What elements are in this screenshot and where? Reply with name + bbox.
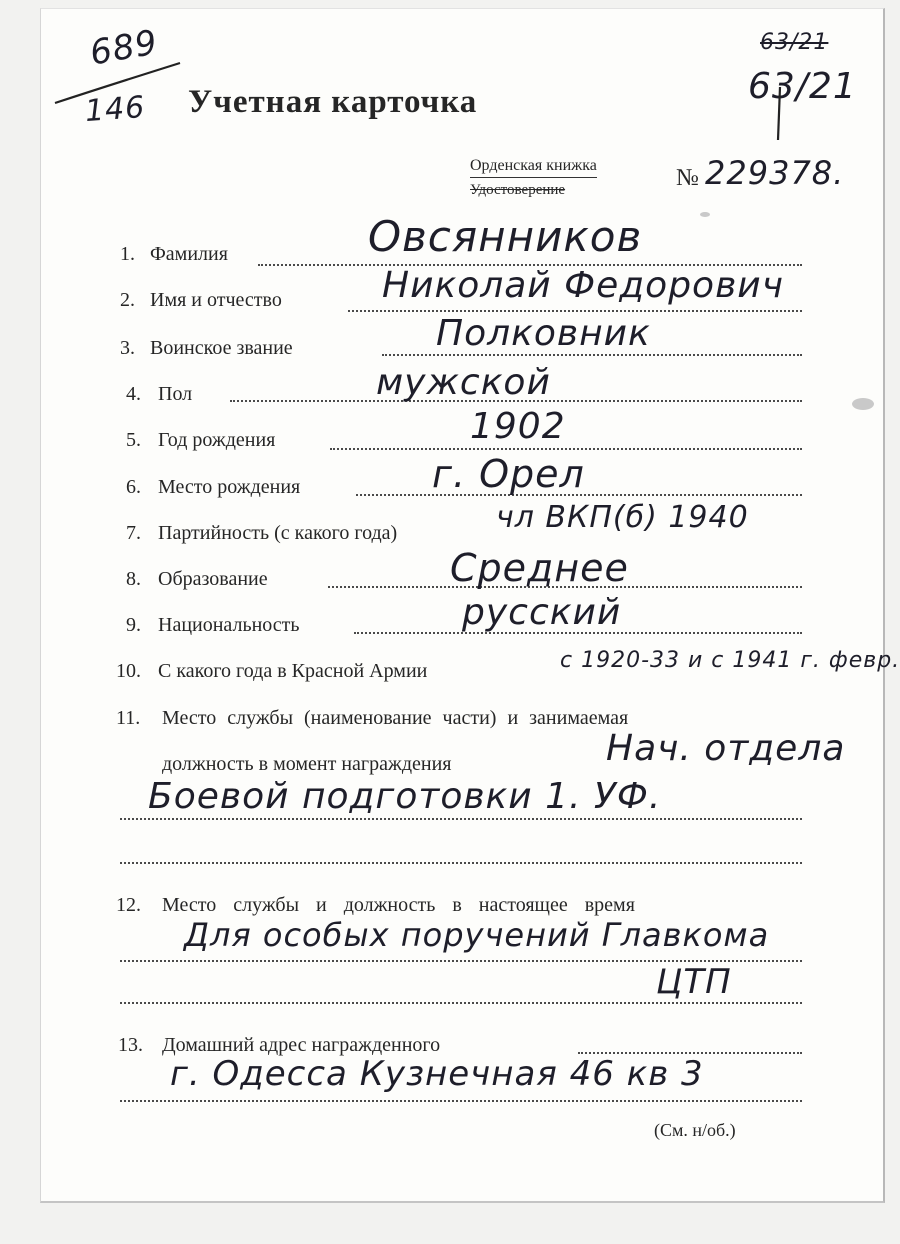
field-1-number: 1.	[120, 243, 135, 265]
corner-number-right: 63/21	[748, 66, 857, 107]
field-6-number: 6.	[126, 476, 141, 498]
field-7-label: Партийность (с какого года)	[158, 522, 398, 544]
field-11-value-line1: Нач. отдела	[606, 728, 846, 769]
corner-number-bottom-left: 146	[83, 89, 147, 130]
field-2-value: Николай Федорович	[382, 265, 784, 306]
corner-number-top-left: 689	[87, 22, 161, 74]
field-5-value: 1902	[470, 406, 566, 447]
doc-type-certificate-struck: Удостоверение	[470, 182, 566, 198]
field-7-value: чл ВКП(б) 1940	[496, 500, 749, 535]
field-6-label: Место рождения	[158, 476, 301, 498]
field-2-line	[348, 310, 802, 312]
field-10-label: С какого года в Красной Армии	[158, 660, 428, 682]
field-12-line-2	[120, 1002, 802, 1004]
field-9-number: 9.	[126, 614, 141, 636]
field-1-value: Овсянников	[368, 212, 643, 261]
field-8-value: Среднее	[450, 546, 629, 590]
field-12-value-line1: Для особых поручений Главкома	[184, 916, 770, 954]
field-5-label: Год рождения	[158, 429, 276, 451]
field-11-value-line2: Боевой подготовки 1. УФ.	[148, 776, 662, 817]
scan-speck	[852, 398, 874, 410]
field-11-label-line1: Место службы (наименование части) и занимаемая	[162, 707, 629, 729]
field-3-label: Воинское звание	[150, 337, 293, 359]
field-11-label-line2: должность в момент награждения	[162, 753, 452, 775]
page-title: Учетная карточка	[188, 84, 478, 120]
field-10-value: с 1920-33 и с 1941 г. февр.	[560, 648, 900, 673]
field-12-label: Место службы и должность в настоящее время	[162, 894, 635, 916]
doc-number-value: 229378.	[705, 154, 845, 192]
field-1-label: Фамилия	[150, 243, 228, 265]
field-8-label: Образование	[158, 568, 268, 590]
field-13-value: г. Одесса Кузнечная 46 кв 3	[170, 1054, 704, 1094]
doc-type-order-book: Орденская книжка	[470, 157, 597, 178]
field-7-number: 7.	[126, 522, 141, 544]
field-5-line	[330, 448, 802, 450]
field-3-value: Полковник	[436, 313, 651, 354]
field-11-line-2	[120, 862, 802, 864]
field-10-number: 10.	[116, 660, 141, 682]
field-11-line-1	[120, 818, 802, 820]
field-11-number: 11.	[116, 707, 141, 729]
field-6-value: г. Орел	[432, 452, 585, 496]
field-2-label: Имя и отчество	[150, 289, 282, 311]
field-2-number: 2.	[120, 289, 135, 311]
see-reverse-note: (См. н/об.)	[654, 1120, 736, 1140]
scan-speck	[700, 212, 710, 217]
field-8-number: 8.	[126, 568, 141, 590]
field-13-label: Домашний адрес награжденного	[162, 1034, 441, 1056]
field-4-label: Пол	[158, 383, 193, 405]
field-13-number: 13.	[118, 1034, 143, 1056]
field-13-line-2	[120, 1100, 802, 1102]
field-9-value: русский	[462, 592, 622, 633]
field-4-value: мужской	[376, 362, 551, 403]
doc-number-prefix: №	[676, 165, 699, 191]
field-12-value-line2: ЦТП	[656, 962, 732, 1002]
field-9-label: Национальность	[158, 614, 300, 636]
field-4-number: 4.	[126, 383, 141, 405]
corner-number-struck: 63/21	[760, 30, 829, 55]
field-12-number: 12.	[116, 894, 141, 916]
field-3-line	[382, 354, 802, 356]
field-5-number: 5.	[126, 429, 141, 451]
field-3-number: 3.	[120, 337, 135, 359]
corner-vertical-mark	[770, 85, 790, 145]
